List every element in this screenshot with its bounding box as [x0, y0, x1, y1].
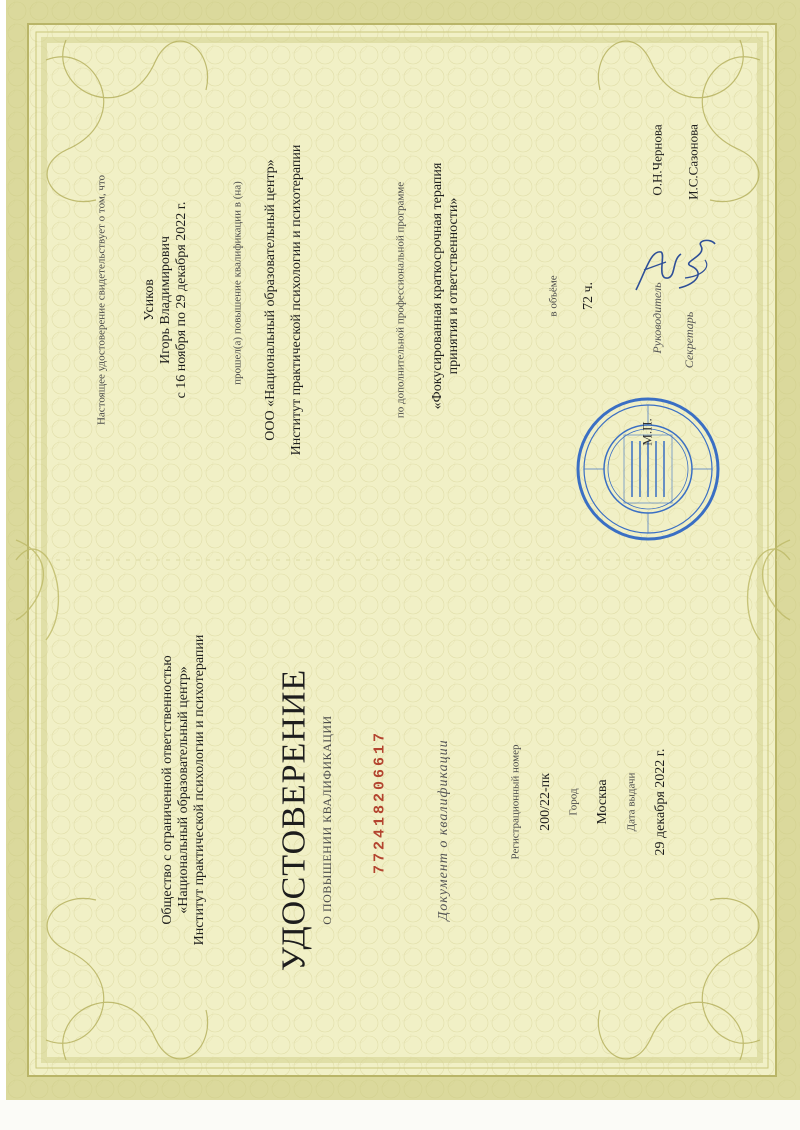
decorative-frame [6, 0, 800, 1100]
training-org-1: ООО «Национальный образовательный центр» [262, 159, 278, 441]
certificate-sheet [6, 0, 800, 1100]
issuer-line-1: Общество с ограниченной ответственностью [159, 655, 175, 925]
volume-value: 72 ч. [580, 281, 596, 311]
recipient-block [142, 202, 190, 399]
program-title-line-2: принятия и ответственности» [446, 197, 461, 375]
secretary-role: Секретарь [682, 311, 697, 369]
issuer-organization [160, 635, 208, 946]
passed-text: прошел(а) повышение квалификации в (на) [231, 181, 244, 385]
document-title: УДОСТОВЕРЕНИЕ [275, 668, 313, 972]
document-subtitle: О ПОВЫШЕНИИ КВАЛИФИКАЦИИ [320, 715, 335, 925]
training-period: с 16 ноября по 29 декабря 2022 г. [174, 201, 190, 399]
training-org-2: Институт практической психологии и психотерапии [288, 144, 304, 456]
recipient-surname: Усиков [141, 279, 157, 321]
program-title [430, 163, 462, 410]
scan-margin [0, 1100, 800, 1130]
program-label: по дополнительной профессиональной программе [394, 181, 407, 419]
secretary-name: И.С.Сазонова [685, 124, 701, 200]
document-type: Документ о квалификации [435, 739, 451, 921]
intro-text: Настоящее удостоверение свидетельствует о том, что [95, 174, 108, 426]
city-label: Город [567, 788, 580, 816]
reg-number-label: Регистрационный номер [509, 744, 522, 860]
serial-number: 772418206617 [371, 729, 389, 875]
head-name: О.Н.Чернова [649, 124, 665, 196]
city-value: Москва [594, 779, 610, 825]
reg-number-value: 200/22-пк [537, 773, 553, 831]
secretary-signature [671, 232, 721, 296]
organization-seal [574, 395, 722, 543]
program-title-line-1: «Фокусированная краткосрочная терапия [429, 162, 445, 410]
recipient-name: Игорь Владимирович [157, 235, 173, 365]
issue-date-label: Дата выдачи [625, 772, 638, 832]
issuer-line-3: Институт практической психологии и психотерапии [192, 634, 208, 946]
issuer-line-2: «Национальный образовательный центр» [175, 666, 191, 914]
head-role: Руководитель [650, 282, 665, 354]
seal-mark: М.П. [639, 418, 655, 446]
volume-label: в объёме [547, 275, 560, 317]
issue-date-value: 29 декабря 2022 г. [652, 748, 668, 856]
